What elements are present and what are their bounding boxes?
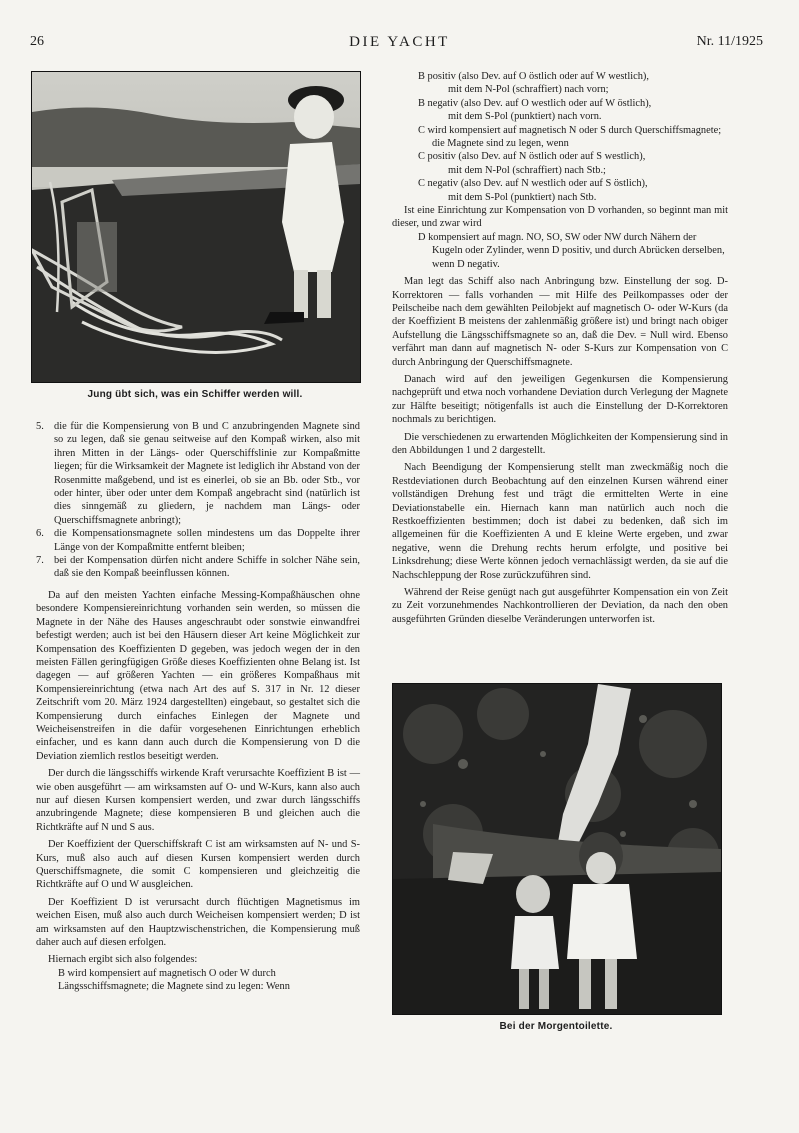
paragraph: Der durch die längsschiffs wirkende Kraft verursachte Koeffizient B ist — wie oben ausgeführt — am wirksamsten auf O- und W-Kurs, kann also auch nur auf diesen Kursen kompensiert werden, und zwar durch längsschiffs anzubringende Magnete; diese kompensieren B und gleichen auch die Richtkräfte auf N und S aus. (36, 768, 360, 833)
paragraph: Da auf den meisten Yachten einfache Messing-Kompaßhäuschen ohne besondere Kompensiereinrichtung vorhanden sein werden, so müssen die Magnete in der Nähe des Hauses angeschraubt oder sonstwie einwandfrei befestigt werden; auch ist bei den Häusern dieser Art keine Möglichkeit zur Kompensation des Koeffizienten D gegeben, was jedoch wegen der in den meisten Fällen geringfügigen Größe dieses Koeffizienten ohne Belang ist. Ist dagegen — auf größeren Yachten — ein größeres Kompaßhaus mit Kompensiereinrichtung (etwa nach Art des auf S. 317 in Nr. 12 dieser Zeitschrift vom 20. März 1924 dargestellten) eingebaut, so gestaltet sich die Kompensierung durch einfaches Einlegen der Magnete und Weicheisenstreifen in die dafür vorgesehenen Einrichtungen erheblich einfacher, und es kann dann auch durch die Kompensierung von D die Deviation ziemlich restlos beseitigt werden. (36, 589, 360, 762)
paragraph: Die verschiedenen zu erwartenden Möglichkeiten der Kompensierung sind in den Abbildungen 1 und 2 dargestellt. (392, 431, 728, 456)
left-column (36, 420, 360, 994)
rule-line: mit dem S-Pol (punktiert) nach vorn. (448, 111, 602, 123)
paragraph: Hiernach ergibt sich also folgendes: (48, 954, 198, 966)
paragraph: B wird kompensiert auf magnetisch O oder W durch Längsschiffsmagnete; die Magnete sind zu legen: Wenn (58, 967, 290, 993)
paragraph: Der Koeffizient der Querschiffskraft C ist am wirksamsten auf N- und S-Kurs, muß also auch auf diesen Kursen kompensiert werden durch Querschiffsmagnete, die somit C kompensieren und gleichzeitig die Richtkräfte auf O und W ausgleichen. (36, 839, 360, 891)
photo-caption-top: Jung übt sich, was ein Schiffer werden will. (87, 389, 303, 400)
list-text: die für die Kompensierung von B und C anzubringenden Magnete sind so zu legen, daß sie genau seitweise auf den Kompaß wirken, also mit ihren Mitten in der Längs- oder Querschiffslinie zur Kompaßmitte liegen; für die Wirksamkeit der Magnete ist lediglich ihr Abstand von der Rosenmitte maßgebend, und ist es einerlei, ob sie an Bb. oder Stb., vor oder hinter, über oder unter dem Kompaß angebracht sind (natürlich ist dies sinngemäß zu gliedern, je nachdem man Längs- oder Querschiffsmagnete anbringt); (54, 421, 360, 526)
list-number: 6. (36, 528, 44, 540)
rule-line: mit dem S-Pol (punktiert) nach Stb. (448, 191, 597, 203)
rule-line: C positiv (also Dev. auf N östlich oder auf S westlich), (418, 151, 646, 163)
list-item-7 (36, 554, 360, 581)
paragraph: Während der Reise genügt nach gut ausgeführter Kompensation ein von Zeit zu Zeit vorzunehmendes Nachkontrollieren der Deviation, da nach den oben ausgeführten Gründen dieselbe Veränderungen unterworfen ist. (392, 587, 728, 625)
list-number: 5. (36, 421, 44, 432)
issue-number: Nr. 11/1925 (696, 34, 763, 49)
paragraph: Man legt das Schiff also nach Anbringung bzw. Einstellung der sog. D-Korrektoren — falls vorhanden — mit Hilfe des Peilkompasses oder der Peilscheibe nach dem gewählten Peilobjekt auf magnetisch O- oder W-Kurs (da der Koeffizient B meistens der zahlenmäßig größere ist) und bringt nach obiger Aufstellung die Längsschiffsmagnete so an, daß die Dev. = Null wird. Ebenso verfährt man dann auf magnetisch N- oder S-Kurs zur Kompensation von C durch Anbringung der Querschiffsmagnete. (392, 276, 728, 368)
rule-line: mit dem N-Pol (schraffiert) nach vorn; (448, 84, 609, 96)
magazine-title: DIE YACHT (349, 34, 450, 50)
list-item-5 (36, 420, 360, 527)
photo-boy-on-yacht (31, 71, 361, 383)
paragraph: Ist eine Einrichtung zur Kompensation von D vorhanden, so beginnt man mit dieser, und zwar wird (392, 205, 728, 230)
rule-line: C wird kompensiert auf magnetisch N oder S durch Querschiffsmagnete; die Magnete sind zu legen, wenn (418, 124, 722, 150)
paragraph: Danach wird auf den jeweiligen Gegenkursen die Kompensierung nachgeprüft und etwa noch vorhandene Deviation durch Verlegung der Magnete zur Hälfte beseitigt; nötigenfalls ist auch die Einstellung der D-Korrektoren nochmals zu berichtigen. (392, 373, 728, 426)
list-item-6 (36, 527, 360, 554)
paragraph: Nach Beendigung der Kompensierung stellt man zweckmäßig noch die Restdeviationen durch Beobachtung auf den einzelnen Kursen während einer vollständigen Drehung fest und trägt die ermittelten Werte in eine Deviationstabelle ein. Hiernach kann man natürlich auch noch die Restkoeffizienten bestimmen; doch ist dabei zu bedenken, daß sich im allgemeinen für die Koeffizienten A und E kleine Werte ergeben, und zwar negative, wenn die Drehung rechts herum erfolgte, und positive bei Linksdrehung; diese Werte können jedoch vernachlässigt werden, da sie auf die Nachschleppung der Rose zurückzuführen sind. (392, 462, 728, 581)
rule-line: B positiv (also Dev. auf O östlich oder auf W westlich), (418, 71, 649, 82)
paragraph: Der Koeffizient D ist verursacht durch flüchtigen Magnetismus im weichen Eisen, muß also auch durch Weicheisen kompensiert werden; D ist am wirksamsten auf den Hauptzwischenstrichen, die Kompensierung muß daher auch auf diesen erfolgen. (36, 896, 360, 949)
rule-line: D kompensiert auf magn. NO, SO, SW oder NW durch Nähern der Kugeln oder Zylinder, wenn D positiv, und durch Abrücken derselben, wenn D negativ. (418, 231, 725, 270)
list-number: 7. (36, 555, 44, 567)
rule-line: B negativ (also Dev. auf O westlich oder auf W östlich), (418, 97, 652, 109)
rule-line: C negativ (also Dev. auf N westlich oder auf S östlich), (418, 178, 648, 190)
photo-children-on-deck (392, 683, 722, 1015)
right-column (392, 70, 728, 630)
rule-line: mit dem N-Pol (schraffiert) nach Stb.; (448, 164, 606, 176)
list-text: bei der Kompensation dürfen nicht andere Schiffe in solcher Nähe sein, daß sie den Kompaß beeinflussen können. (54, 555, 360, 580)
photo-caption-bottom: Bei der Morgentoilette. (499, 1021, 613, 1032)
page-number: 26 (30, 34, 44, 49)
list-text: die Kompensationsmagnete sollen mindestens um das Doppelte ihrer Länge von der Kompaßmitte entfernt bleiben; (54, 528, 360, 553)
